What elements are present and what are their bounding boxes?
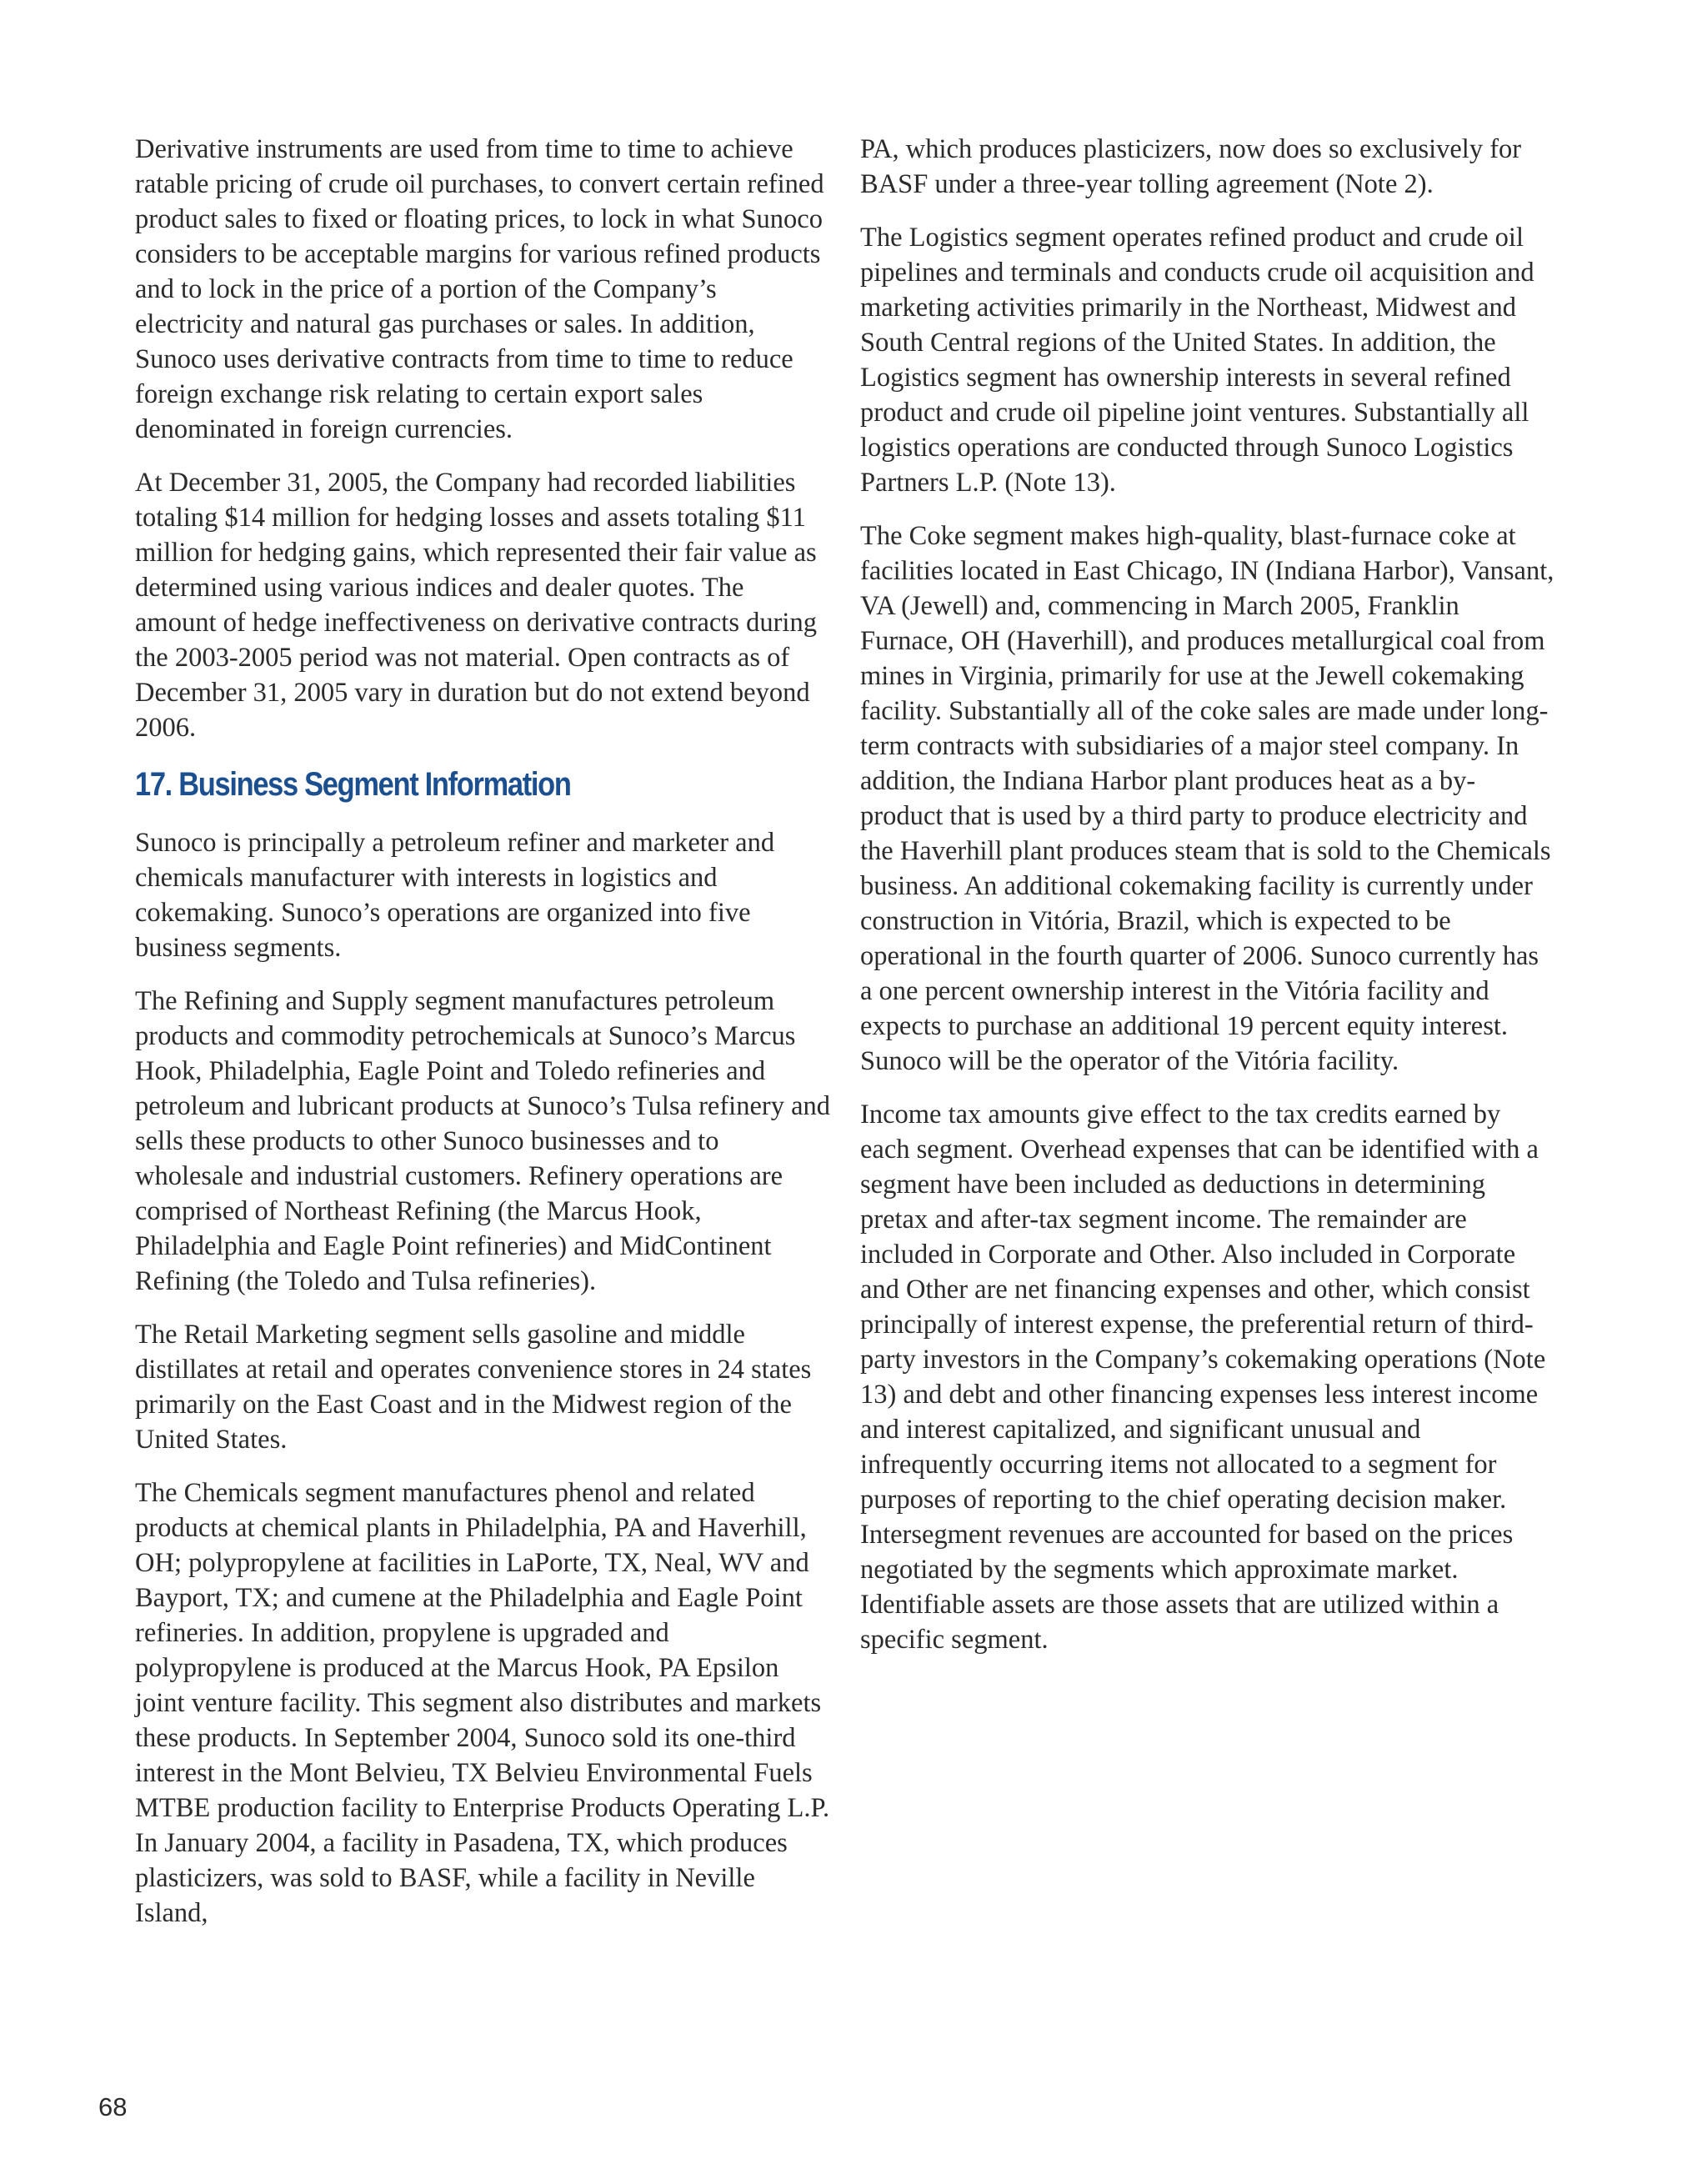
right-column (860, 132, 1556, 1676)
income-tax-paragraph: Income tax amounts give effect to the tax credits earned by each segment. Overhead expenses that can be identified with a segment have been included as deductions in determining pretax and after-tax segment income. The remainder are included in Corporate and Other. Also included in Corporate and Other are net financing expenses and other, which consist principally of interest expense, the preferential return of third-party investors in the Company’s cokemaking operations (Note 13) and debt and other financing expenses less interest income and interest capitalized, and significant unusual and infrequently occurring items not allocated to a segment for purposes of reporting to the chief operating decision maker. Intersegment revenues are accounted for based on the prices negotiated by the segments which approximate market. Identifiable assets are those assets that are utilized within a specific segment. (860, 1100, 1546, 1655)
chemicals-paragraph: The Chemicals segment manufactures phenol and related products at chemical plants in Philadelphia, PA and Haverhill, OH; polypropylene at facilities in LaPorte, TX, Neal, WV and Bayport, TX; and cumene at the Philadelphia and Eagle Point refineries. In addition, propylene is upgraded and polypropylene is produced at the Marcus Hook, PA Epsilon joint venture facility. This segment also distributes and markets these products. In September 2004, Sunoco sold its one-third interest in the Mont Belvieu, TX Belvieu Environmental Fuels MTBE production facility to Enterprise Products Operating L.P. In January 2004, a facility in Pasadena, TX, which produces plasticizers, was sold to BASF, while a facility in Neville Island, (135, 1478, 830, 1928)
section-heading: 17. Business Segment Information (135, 766, 571, 803)
chemicals-continued-paragraph: PA, which produces plasticizers, now does so exclusively for BASF under a three-year tolling agreement (Note 2). (860, 134, 1522, 199)
refining-supply-paragraph: The Refining and Supply segment manufactures petroleum products and commodity petrochemicals at Sunoco’s Marcus Hook, Philadelphia, Eagle Point and Toledo refineries and petroleum and lubricant products at Sunoco’s Tulsa refinery and sells these products to other Sunoco businesses and to wholesale and industrial customers. Refinery operations are comprised of Northeast Refining (the Marcus Hook, Philadelphia and Eagle Point refineries) and MidContinent Refining (the Toledo and Tulsa refineries). (135, 986, 831, 1296)
segments-overview-paragraph: Sunoco is principally a petroleum refiner and marketer and chemicals manufacturer with interests in logistics and cokemaking. Sunoco’s operations are organized into five business segments. (135, 828, 775, 963)
coke-paragraph: The Coke segment makes high-quality, blast-furnace coke at facilities located in East Chicago, IN (Indiana Harbor), Vansant, VA (Jewell) and, commencing in March 2005, Franklin Furnace, OH (Haverhill), and produces metallurgical coal from mines in Virginia, primarily for use at the Jewell cokemaking facility. Substantially all of the coke sales are made under long-term contracts with subsidiaries of a major steel company. In addition, the Indiana Harbor plant produces heat as a by-product that is used by a third party to produce electricity and the Haverhill plant produces steam that is sold to the Chemicals business. An additional cokemaking facility is currently under construction in Vitória, Brazil, which is expected to be operational in the fourth quarter of 2006. Sunoco currently has a one percent ownership interest in the Vitória facility and expects to purchase an additional 19 percent equity interest. Sunoco will be the operator of the Vitória facility. (860, 521, 1554, 1076)
logistics-paragraph: The Logistics segment operates refined product and crude oil pipelines and terminals and conducts crude oil acquisition and marketing activities primarily in the Northeast, Midwest and South Central regions of the United States. In addition, the Logistics segment has ownership interests in several refined product and crude oil pipeline joint ventures. Substantially all logistics operations are conducted through Sunoco Logistics Partners L.P. (Note 13). (860, 223, 1534, 498)
retail-marketing-paragraph: The Retail Marketing segment sells gasoline and middle distillates at retail and operates convenience stores in 24 states primarily on the East Coast and in the Midwest region of the United States. (135, 1320, 812, 1455)
left-column (135, 132, 831, 1949)
page-number: 68 (98, 2092, 128, 2121)
derivative-instruments-paragraph: Derivative instruments are used from time to time to achieve ratable pricing of crude oil purchases, to convert certain refined product sales to fixed or floating prices, to lock in what Sunoco considers to be acceptable margins for various refined products and to lock in the price of a portion of the Company’s electricity and natural gas purchases or sales. In addition, Sunoco uses derivative contracts from time to time to reduce foreign exchange risk relating to certain export sales denominated in foreign currencies. (135, 134, 824, 444)
hedging-liabilities-paragraph: At December 31, 2005, the Company had recorded liabilities totaling $14 million for hedging losses and assets totaling $11 million for hedging gains, which represented their fair value as determined using various indices and dealer quotes. The amount of hedge ineffectiveness on derivative contracts during the 2003-2005 period was not material. Open contracts as of December 31, 2005 vary in duration but do not extend beyond 2006. (135, 468, 817, 743)
